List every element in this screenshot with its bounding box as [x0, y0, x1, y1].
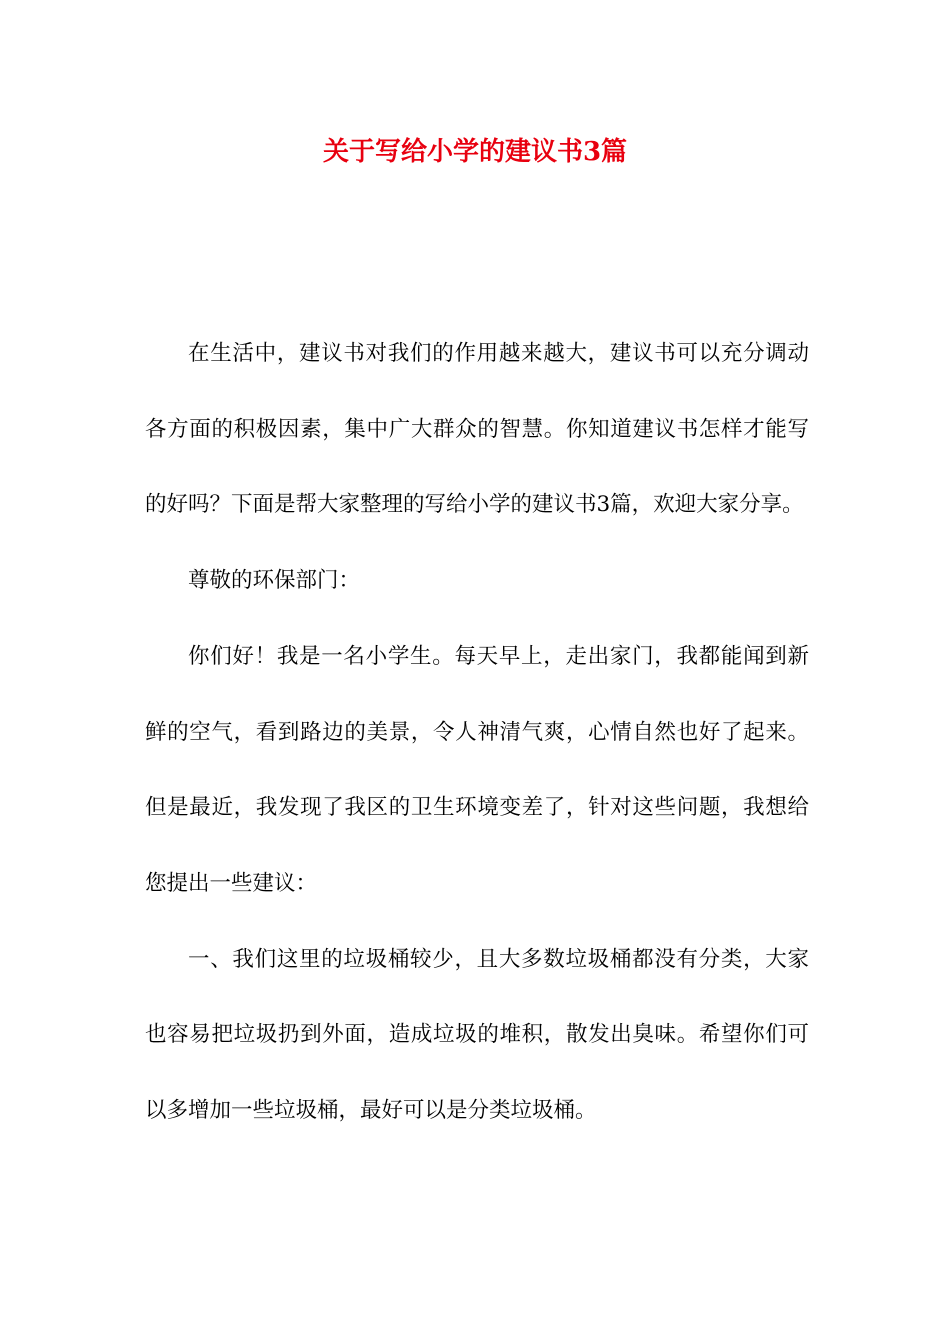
paragraph-salutation: 尊敬的环保部门： [188, 568, 361, 594]
paragraph-greeting: 你们好！我是一名小学生。每天早上，走出家门，我都能闻到新鲜的空气，看到路边的美景，令人神清气爽，心情自然也好了起来。但是最近，我发现了我区的卫生环境变差了，针对这些问题，我想给您提出一些建议： [145, 643, 809, 896]
paragraph-intro: 在生活中，建议书对我们的作用越来越大，建议书可以充分调动各方面的积极因素，集中广大群众的智慧。你知道建议书怎样才能写的好吗？下面是帮大家整理的写给小学的建议书3篇，欢迎大家分享。 [145, 341, 809, 518]
paragraph-suggestion-1: 一、我们这里的垃圾桶较少，且大多数垃圾桶都没有分类，大家也容易把垃圾扔到外面，造成垃圾的堆积，散发出臭味。希望你们可以多增加一些垃圾桶，最好可以是分类垃圾桶。 [145, 946, 809, 1124]
document-body [145, 316, 809, 1149]
document-title: 关于写给小学的建议书3篇 [322, 137, 628, 167]
